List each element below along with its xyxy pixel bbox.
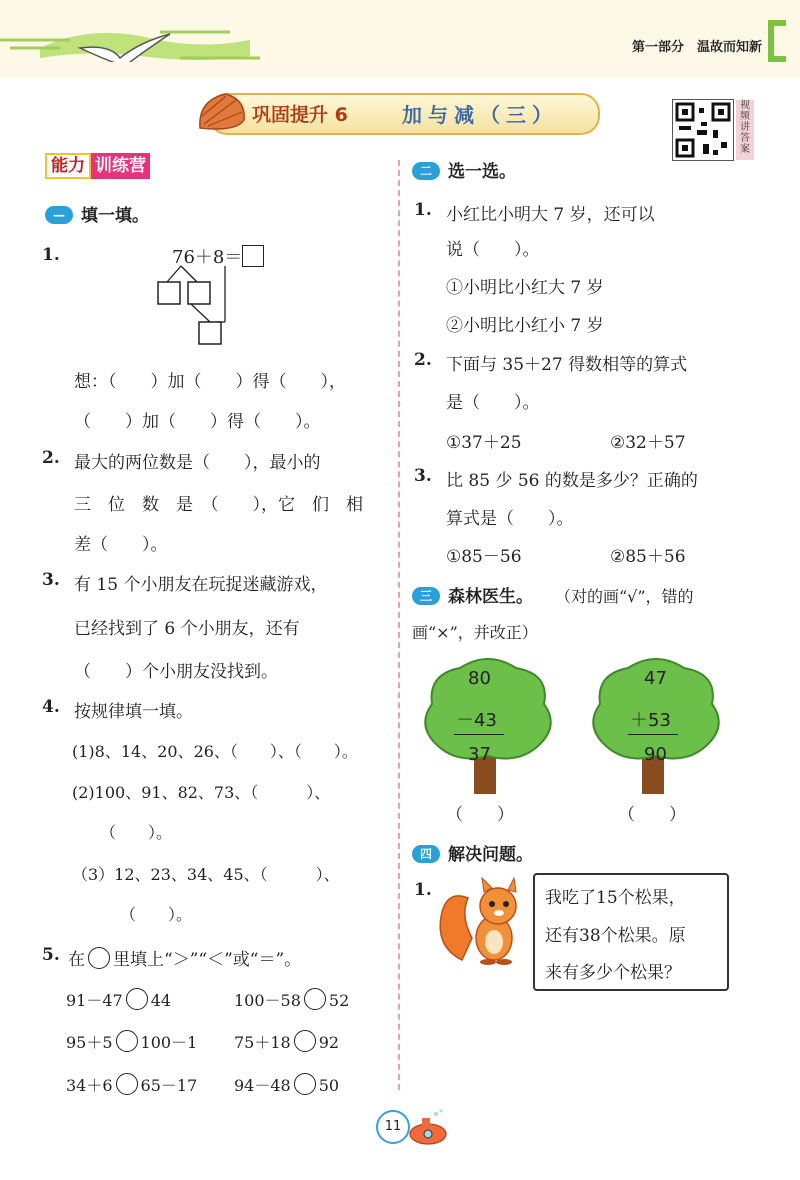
- q5-instruction: 在 里填上“＞”“＜”或“＝”。: [68, 945, 301, 970]
- tree2-line: [628, 734, 678, 735]
- tree1-top: 80: [468, 668, 491, 689]
- tree2-top: 47: [644, 668, 667, 689]
- question-number: 2.: [42, 448, 60, 468]
- q3-line-3: （ ）个小朋友没找到。: [74, 662, 278, 682]
- compare-row: 94－48 50: [234, 1073, 339, 1096]
- c1-option-1[interactable]: ①小明比小红大 7 岁: [446, 278, 604, 298]
- compare-row: 100－58 52: [234, 988, 349, 1011]
- q4-line-1: 按规律填一填。: [74, 702, 193, 722]
- question-number: 3.: [414, 466, 432, 486]
- tree2-result: 90: [644, 744, 667, 765]
- section-4-badge: 四: [412, 845, 440, 863]
- tree2-operation: ＋53: [630, 710, 671, 731]
- c3-option-2[interactable]: ②85＋56: [610, 547, 686, 567]
- compare-row: 95＋5 100－1: [66, 1030, 197, 1053]
- c1-option-2[interactable]: ②小明比小红小 7 岁: [446, 316, 604, 336]
- compare-circle[interactable]: [116, 1030, 138, 1052]
- c3-option-1[interactable]: ①85－56: [446, 547, 522, 567]
- c3-line-1: 比 85 少 56 的数是多少？正确的: [446, 471, 698, 491]
- tree2-answer[interactable]: （ ）: [618, 805, 686, 825]
- compare-row: 91－47 44: [66, 988, 171, 1011]
- camp-label-1: 能力: [45, 153, 91, 179]
- compare-row: 75＋18 92: [234, 1030, 339, 1053]
- question-number: 1.: [414, 200, 432, 220]
- tree1-line: [454, 734, 504, 735]
- page-number: 11: [376, 1110, 410, 1144]
- question-number: 4.: [42, 697, 60, 717]
- lesson-number: 巩固提升 6: [252, 104, 348, 126]
- q3-line-1: 有 15 个小朋友在玩捉迷藏游戏，: [74, 575, 328, 595]
- q2-line-2: 三 位 数 是 （ ），它 们 相: [74, 495, 363, 515]
- c2-option-1[interactable]: ①37＋25: [446, 433, 522, 453]
- compare-circle[interactable]: [294, 1030, 316, 1052]
- q4-sequence-1: (1)8、14、20、26、（ ）、（ ）。: [72, 742, 358, 761]
- section-4-heading: 四 解决问题。: [412, 840, 533, 865]
- speech-line-2: 还有38个松果。原: [545, 926, 686, 946]
- squirrel-icon: [432, 876, 532, 966]
- section-3-note-2: 画“×”，并改正）: [412, 623, 538, 642]
- speech-line-3: 来有多少个松果？: [545, 963, 681, 983]
- submarine-icon: [406, 1108, 450, 1148]
- tree1-operation: －43: [456, 710, 497, 731]
- q4-sequence-3-cont: （ ）。: [120, 905, 193, 924]
- split-diagram: [155, 264, 245, 354]
- question-number: 3.: [42, 570, 60, 590]
- c2-line-1: 下面与 35＋27 得数相等的算式: [446, 355, 688, 375]
- compare-circle[interactable]: [294, 1073, 316, 1095]
- corner-marker-icon: [768, 20, 786, 62]
- tree1-result: 37: [468, 744, 491, 765]
- section-3-badge: 三: [412, 587, 440, 605]
- section-label: 第一部分 温故而知新: [631, 40, 762, 55]
- section-3-note: （对的画“√”，错的: [555, 587, 694, 606]
- c3-line-2: 算式是（ ）。: [446, 509, 574, 529]
- question-number: 1.: [414, 880, 432, 900]
- lesson-title: 加与减（三）: [402, 103, 558, 127]
- speech-line-1: 我吃了15个松果，: [545, 888, 686, 908]
- qr-code-icon[interactable]: [672, 99, 734, 161]
- compare-row: 34＋6 65－17: [66, 1073, 197, 1096]
- circle-icon: [88, 947, 110, 969]
- c2-line-2: 是（ ）。: [446, 393, 540, 413]
- answer-box[interactable]: [242, 245, 264, 267]
- compare-circle[interactable]: [116, 1073, 138, 1095]
- section-1-heading: — 填一填。: [45, 201, 149, 226]
- c1-line-2: 说（ ）。: [446, 240, 540, 260]
- column-divider: [398, 160, 400, 1090]
- q1-equation: 76＋8＝: [172, 243, 264, 269]
- camp-label-2: 训练营: [91, 153, 150, 179]
- section-2-badge: 二: [412, 162, 440, 180]
- q1-line-1: 想：（ ）加（ ）得（ ），: [74, 372, 346, 392]
- section-2-heading: 二 选一选。: [412, 157, 516, 182]
- c1-line-1: 小红比小明大 7 岁，还可以: [446, 205, 655, 225]
- question-number: 5.: [42, 945, 60, 965]
- qr-label: 视频讲答案: [736, 100, 754, 160]
- training-camp-tag: [45, 153, 150, 179]
- compare-circle[interactable]: [126, 988, 148, 1010]
- q1-line-2: （ ）加（ ）得（ ）。: [74, 412, 321, 432]
- section-3-heading: 三 森林医生。: [412, 582, 533, 607]
- q3-line-2: 已经找到了 6 个小朋友，还有: [74, 619, 300, 639]
- q2-line-3: 差（ ）。: [74, 535, 168, 555]
- c2-option-2[interactable]: ②32＋57: [610, 433, 686, 453]
- tree1-answer[interactable]: （ ）: [446, 805, 514, 825]
- question-number: 2.: [414, 350, 432, 370]
- compare-circle[interactable]: [304, 988, 326, 1010]
- q4-sequence-2-cont: （ ）。: [100, 823, 173, 842]
- q2-line-1: 最大的两位数是（ ），最小的: [74, 453, 321, 473]
- question-number: 1.: [42, 245, 60, 265]
- q4-sequence-3: （3）12、23、34、45、（ ）、: [72, 865, 340, 884]
- q4-sequence-2: (2)100、91、82、73、（ ）、: [72, 783, 331, 802]
- shell-icon: [196, 90, 248, 134]
- section-1-badge: —: [45, 206, 73, 224]
